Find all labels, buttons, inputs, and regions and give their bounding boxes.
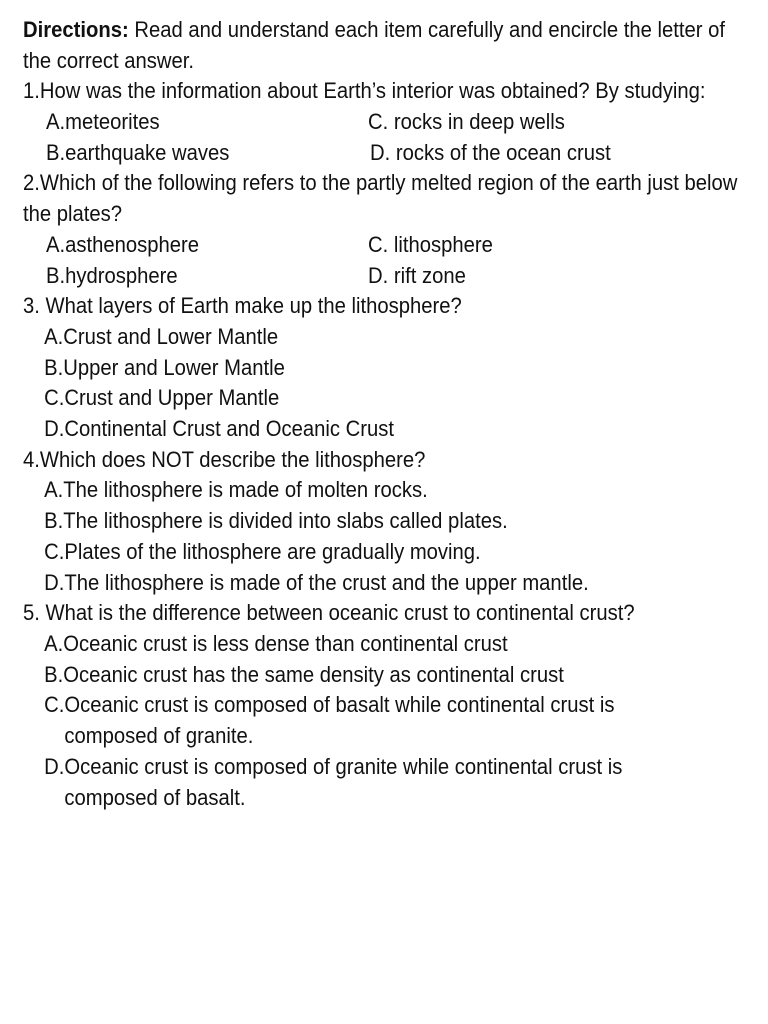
question-2-option-d: D. rift zone — [368, 262, 466, 288]
question-2-options-row-2 — [23, 261, 743, 292]
question-5-option-c: C.Oceanic crust is composed of basalt while continental crust is — [44, 692, 615, 718]
question-1-option-c: C. rocks in deep wells — [368, 109, 565, 135]
question-5-option-b: B.Oceanic crust has the same density as continental crust — [44, 661, 564, 687]
question-1-options-row-1 — [23, 107, 743, 138]
question-3-stem: 3. What layers of Earth make up the lithosphere? — [23, 293, 462, 319]
question-2-option-b: B.hydrosphere — [46, 262, 178, 288]
question-2-option-a: A.asthenosphere — [46, 231, 200, 257]
question-1-option-b: B.earthquake waves — [46, 139, 230, 165]
question-5-stem: 5. What is the difference between oceanic crust to continental crust? — [23, 600, 635, 626]
question-5-option-d-continued: composed of basalt. — [64, 784, 246, 810]
question-1-options-row-2 — [23, 138, 743, 169]
question-4-stem: 4.Which does NOT describe the lithosphere? — [23, 446, 426, 472]
question-5-option-c-continued: composed of granite. — [64, 723, 254, 749]
question-5-option-d: D.Oceanic crust is composed of granite while continental crust is — [44, 753, 623, 779]
question-3-option-b: B.Upper and Lower Mantle — [44, 354, 285, 380]
directions-label: Directions: — [23, 17, 129, 42]
question-2-stem: 2.Which of the following refers to the partly melted region of the earth just below the plates? — [23, 170, 738, 227]
question-5-option-a: A.Oceanic crust is less dense than continental crust — [44, 631, 508, 656]
question-1-stem: 1.How was the information about Earth’s interior was obtained? By studying: — [23, 78, 706, 104]
question-3-option-a: A.Crust and Lower Mantle — [44, 323, 279, 349]
directions-text: Read and understand each item carefully and encircle the letter of the correct answer. — [23, 17, 726, 73]
question-3-option-d: D.Continental Crust and Oceanic Crust — [44, 416, 395, 442]
question-1-option-d: D. rocks of the ocean crust — [370, 139, 611, 165]
quiz-page — [23, 15, 743, 813]
question-4-option-a: A.The lithosphere is made of molten rocks. — [44, 477, 428, 503]
question-2-option-c: C. lithosphere — [368, 231, 493, 257]
question-3-option-c: C.Crust and Upper Mantle — [44, 385, 280, 411]
question-4-option-b: B.The lithosphere is divided into slabs called plates. — [44, 508, 508, 534]
question-1-option-a: A.meteorites — [46, 109, 160, 135]
question-4-option-d: D.The lithosphere is made of the crust and the upper mantle. — [44, 569, 589, 595]
directions — [23, 15, 742, 76]
question-2-options-row-1 — [23, 230, 743, 261]
question-4-option-c: C.Plates of the lithosphere are gradually moving. — [44, 538, 481, 564]
